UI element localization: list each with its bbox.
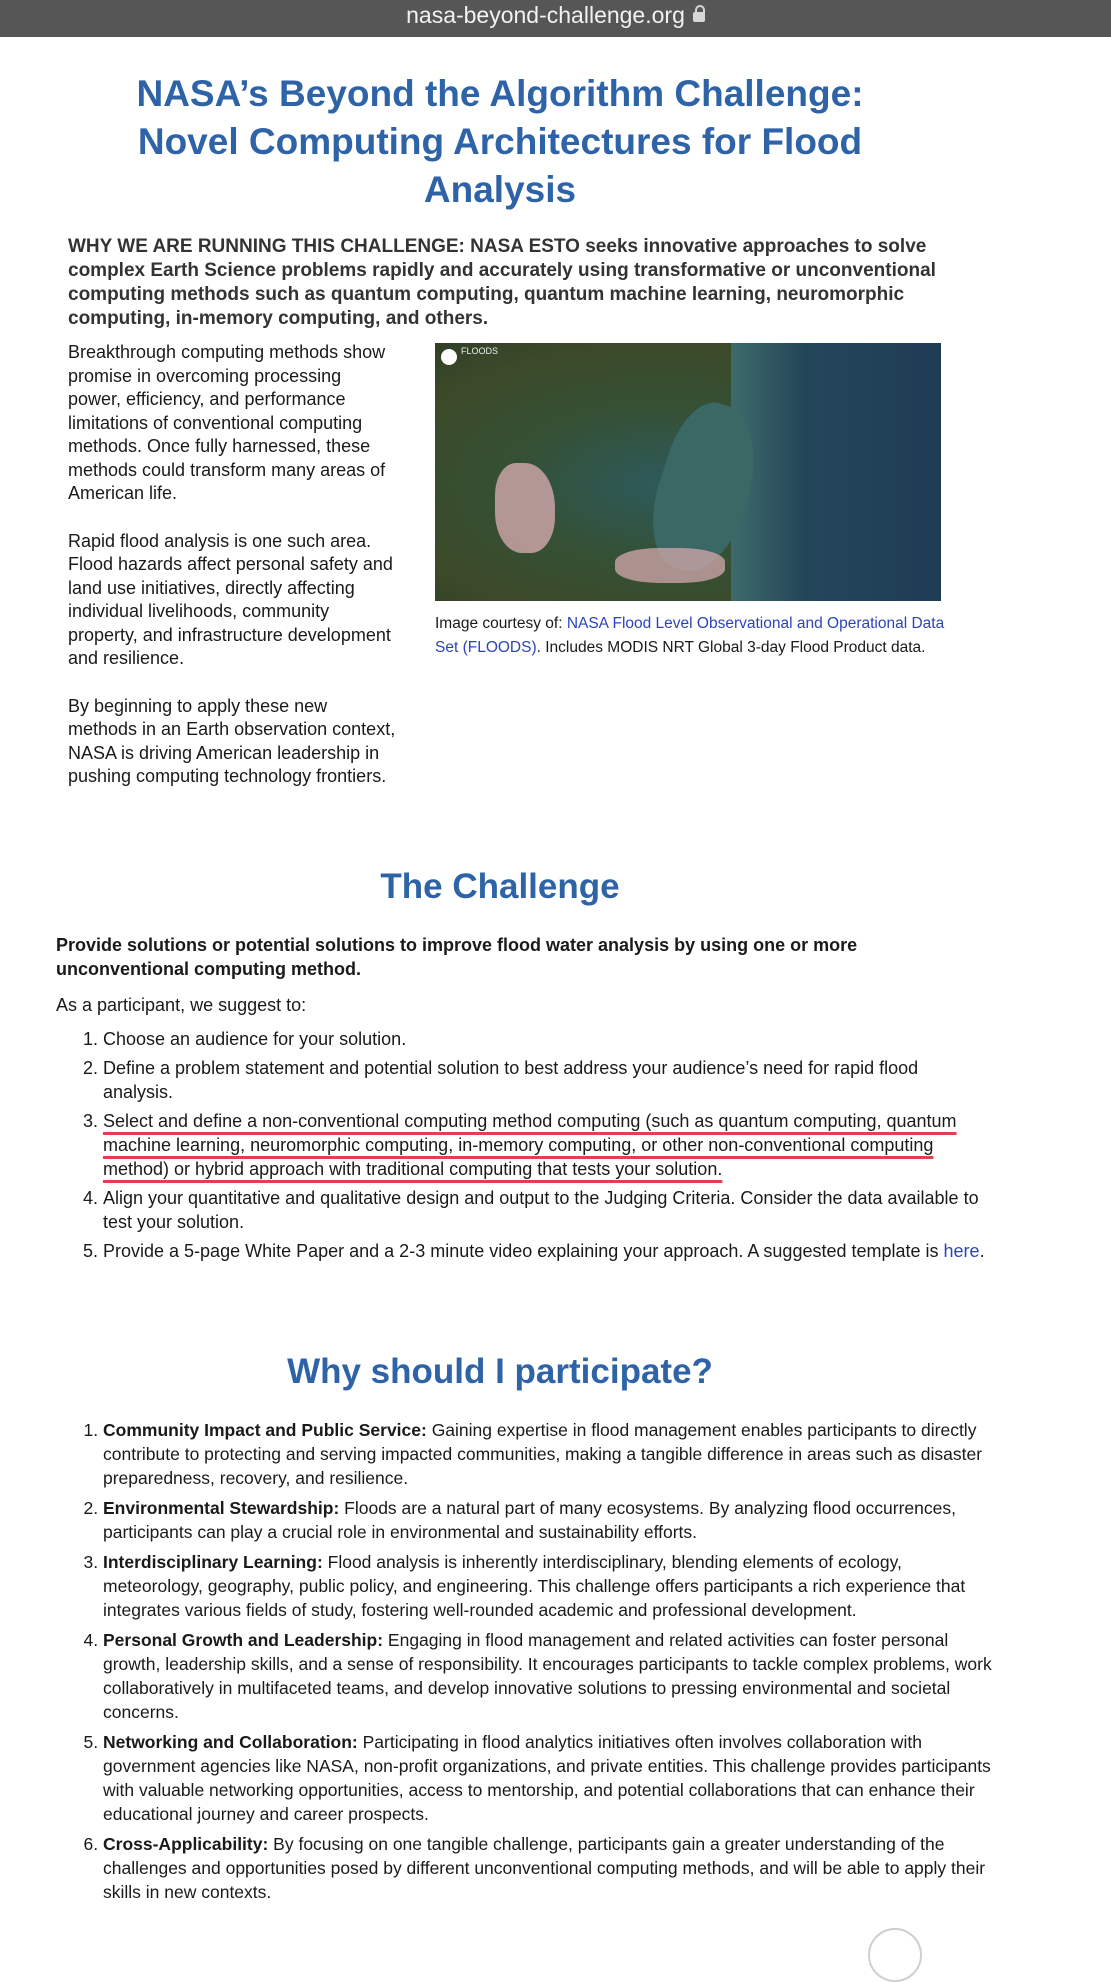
urban-area [615, 548, 725, 583]
challenge-lead: Provide solutions or potential solutions to improve flood water analysis by using one or more unconventional computing method. [56, 935, 858, 979]
list-item: 4. Align your quantitative and qualitative design and output to the Judging Criteria. Consider the data available to test your solution. [103, 1186, 993, 1234]
intro-paragraph: Breakthrough computing methods show promise in overcoming processing power, efficiency, and performance limitations of conventional computing methods. Once fully harnessed, these methods could transform many areas of American life. [68, 342, 386, 503]
lock-icon [693, 12, 705, 22]
participate-heading: Why should I participate? [287, 1352, 713, 1391]
reason-text: Engaging in flood management and related activities can foster personal growth, leadership skills, and a sense of responsibility. It encourages participants to tackle complex problems, work collaboratively in multifaceted teams, and develop innovative solutions to pressing environmental and societal concerns. [103, 1630, 992, 1722]
list-item [103, 1550, 993, 1622]
reason-text: Flood analysis is inherently interdisciplinary, blending elements of ecology, meteorology, geography, public policy, and engineering. This challenge offers participants a rich experience that integrates various fields of study, fostering well-rounded academic and professional development. [103, 1552, 966, 1620]
reason-title: Networking and Collaboration: [103, 1732, 358, 1752]
highlighted-step-text: Select and define a non-conventional computing method computing (such as quantum computing, quantum machine learning, neuromorphic computing, in-memory computing, or other non-conventional computing method) or hybrid approach with traditional computing that tests your solution. [103, 1111, 957, 1179]
list-item [103, 1730, 993, 1826]
url-text[interactable]: nasa-beyond-challenge.org [406, 2, 685, 28]
urban-area [495, 463, 555, 553]
reason-title: Cross-Applicability: [103, 1834, 269, 1854]
list-item: 1. Choose an audience for your solution. [103, 1027, 993, 1051]
step5-text: Provide a 5-page White Paper and a 2-3 minute video explaining your approach. A suggested template is [103, 1241, 944, 1261]
intro-text [68, 341, 398, 813]
floods-dataset-link[interactable]: NASA Flood Level Observational and Operational Data Set (FLOODS) [435, 615, 945, 656]
nasa-logo-icon [441, 349, 457, 365]
list-item [103, 1109, 993, 1181]
page-title: NASA’s Beyond the Algorithm Challenge: Novel Computing Architectures for Flood Analysis [136, 73, 864, 210]
list-item [103, 1628, 993, 1724]
suggest-text: As a participant, we suggest to: [56, 995, 307, 1015]
list-item [103, 1832, 993, 1904]
reason-title: Interdisciplinary Learning: [103, 1552, 323, 1572]
image-caption [435, 612, 950, 660]
caption-suffix: . Includes MODIS NRT Global 3-day Flood Product data. [536, 639, 926, 656]
reason-text: Gaining expertise in flood management enables participants to directly contribute to protecting and serving impacted communities, making a tangible difference in areas such as disaster preparedness, recovery, and resilience. [103, 1420, 983, 1488]
list-item [103, 1239, 993, 1263]
image-badge-text: FLOODS [461, 346, 499, 356]
reason-title: Personal Growth and Leadership: [103, 1630, 384, 1650]
caption-prefix: Image courtesy of: [435, 615, 567, 632]
reason-text: By focusing on one tangible challenge, participants gain a greater understanding of the challenges and opportunities posed by different unconventional computing methods, and will be able to apply their skills in new contexts. [103, 1834, 986, 1902]
template-link[interactable]: here [943, 1241, 980, 1261]
reason-title: Community Impact and Public Service: [103, 1420, 427, 1440]
intro-paragraph: Rapid flood analysis is one such area. Flood hazards affect personal safety and land use initiatives, directly affecting individual livelihoods, community property, and infrastructure development and resilience. [68, 530, 393, 668]
scroll-to-top-button[interactable] [868, 1928, 922, 1982]
challenge-heading: The Challenge [380, 867, 620, 906]
reason-text: Floods are a natural part of many ecosystems. By analyzing flood occurrences, participants can play a crucial role in environmental and sustainability efforts. [103, 1498, 956, 1542]
reason-title: Environmental Stewardship: [103, 1498, 340, 1518]
list-item [103, 1496, 993, 1544]
participate-reasons [56, 1418, 993, 1910]
ocean-area [731, 343, 941, 601]
intro-paragraph: By beginning to apply these new methods in an Earth observation context, NASA is driving American leadership in pushing computing technology frontiers. [68, 695, 396, 786]
list-item [103, 1418, 993, 1490]
reason-text: Participating in flood analytics initiatives often involves collaboration with government agencies like NASA, non-profit organizations, and private entities. This challenge provides participants with valuable networking opportunities, access to mentorship, and potential collaborations that can enhance their educational journey and career prospects. [103, 1732, 991, 1824]
step5-end: . [979, 1241, 985, 1261]
flood-satellite-image [435, 343, 941, 601]
list-item: 2. Define a problem statement and potential solution to best address your audience’s need for rapid flood analysis. [103, 1056, 993, 1104]
challenge-steps [56, 1027, 993, 1268]
browser-url-bar[interactable] [0, 0, 1111, 37]
why-statement: WHY WE ARE RUNNING THIS CHALLENGE: NASA ESTO seeks innovative approaches to solve complex Earth Science problems rapidly and accurately using transformative or unconventional computing methods such as quantum computing, quantum machine learning, neuromorphic computing, in-memory computing, and others. [68, 236, 936, 329]
